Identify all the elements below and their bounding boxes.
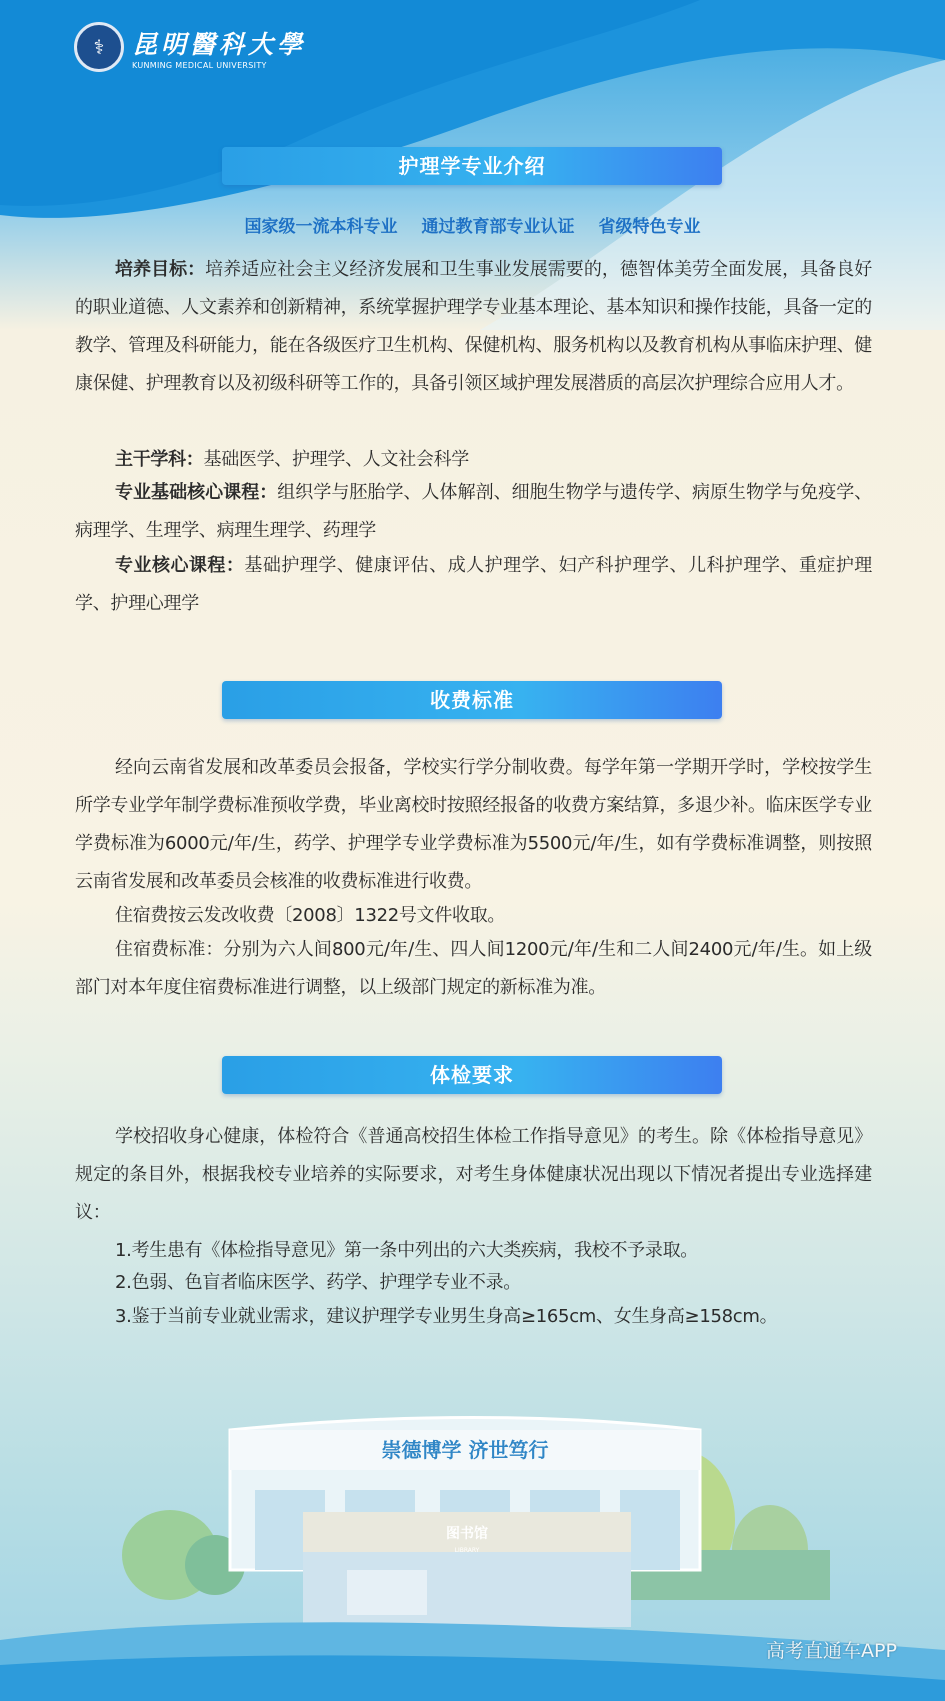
logo-english-name: KUNMING MEDICAL UNIVERSITY: [132, 60, 267, 70]
badge: 国家级一流本科专业: [244, 217, 398, 237]
paragraph-tuition: 经向云南省发展和改革委员会报备，学校实行学分制收费。每学年第一学期开学时，学校按学生所学专业学年制学费标准预收学费，毕业离校时按照经报备的收费方案结算，多退少补。临床医学专业学费标准为6000元/年/生，药学、护理学专业学费标准为5500元/年/生，如有学费标准调整，则按照云南省发展和改革委员会核准的收费标准进行收费。: [75, 757, 872, 892]
badge: 省级特色专业: [598, 217, 701, 237]
text: 培养适应社会主义经济发展和卫生事业发展需要的，德智体美劳全面发展，具备良好的职业道德、人文素养和创新精神，系统掌握护理学专业基本理论、基本知识和操作技能，具备一定的教学、管理及科研能力，能在各级医疗卫生机构、保健机构、服务机构以及教育机构从事临床护理、健康保健、护理教育以及初级科研等工作的，具备引领区域护理发展潜质的高层次护理综合应用人才。: [75, 259, 873, 394]
paragraph-training-goal: [75, 251, 872, 403]
university-seal-icon: ⚕: [74, 22, 124, 72]
label: 主干学科：: [115, 449, 204, 470]
library-sign: 图书馆: [446, 1526, 488, 1542]
watermark: 高考直通车APP: [766, 1640, 897, 1662]
section-title-fees: 收费标准: [222, 681, 722, 719]
exam-item-2: 2.色弱、色盲者临床医学、药学、护理学专业不录。: [115, 1272, 521, 1293]
label: 专业核心课程：: [115, 555, 245, 576]
library-sign-en: LIBRARY: [454, 1547, 480, 1554]
text: 基础医学、护理学、人文社会科学: [203, 449, 469, 470]
exam-item-1: 1.考生患有《体检指导意见》第一条中列出的六大类疾病，我校不予录取。: [115, 1240, 698, 1261]
exam-item-3: 3.鉴于当前专业就业需求，建议护理学专业男生身高≥165cm、女生身高≥158cm。: [115, 1306, 778, 1327]
major-badges: [0, 212, 945, 237]
trees-left: [122, 1510, 245, 1600]
logo-chinese-name: 昆明醫科大學: [132, 29, 307, 59]
paragraph-dorm-fees: 住宿费标准：分别为六人间800元/年/生、四人间1200元/年/生和二人间2400元/年/生。如上级部门对本年度住宿费标准进行调整，以上级部门规定的新标准为准。: [75, 939, 872, 998]
section-title-major-intro: 护理学专业介绍: [222, 147, 722, 185]
gate-inscription: 崇德博学 济世笃行: [381, 1438, 549, 1462]
paragraph-exam-intro: 学校招收身心健康，体检符合《普通高校招生体检工作指导意见》的考生。除《体检指导意见》规定的条目外，根据我校专业培养的实际要求，对考生身体健康状况出现以下情况者提出专业选择建议：: [75, 1126, 872, 1223]
badge: 通过教育部专业认证: [421, 217, 575, 237]
label: 培养目标：: [115, 259, 206, 280]
university-logo: [74, 22, 306, 72]
text: 组织学与胚胎学、人体解剖、细胞生物学与遗传学、病原生物学与免疫学、病理学、生理学、病理生理学、药理学: [75, 482, 872, 541]
text: 基础护理学、健康评估、成人护理学、妇产科护理学、儿科护理学、重症护理学、护理心理学: [75, 555, 873, 614]
paragraph-basic-core-courses: [75, 474, 872, 550]
paragraph-core-courses: [75, 547, 872, 623]
paragraph-dorm-document: 住宿费按云发改收费〔2008〕1322号文件收取。: [115, 905, 506, 926]
label: 专业基础核心课程：: [115, 482, 278, 503]
section-title-physical-exam: 体检要求: [222, 1056, 722, 1094]
